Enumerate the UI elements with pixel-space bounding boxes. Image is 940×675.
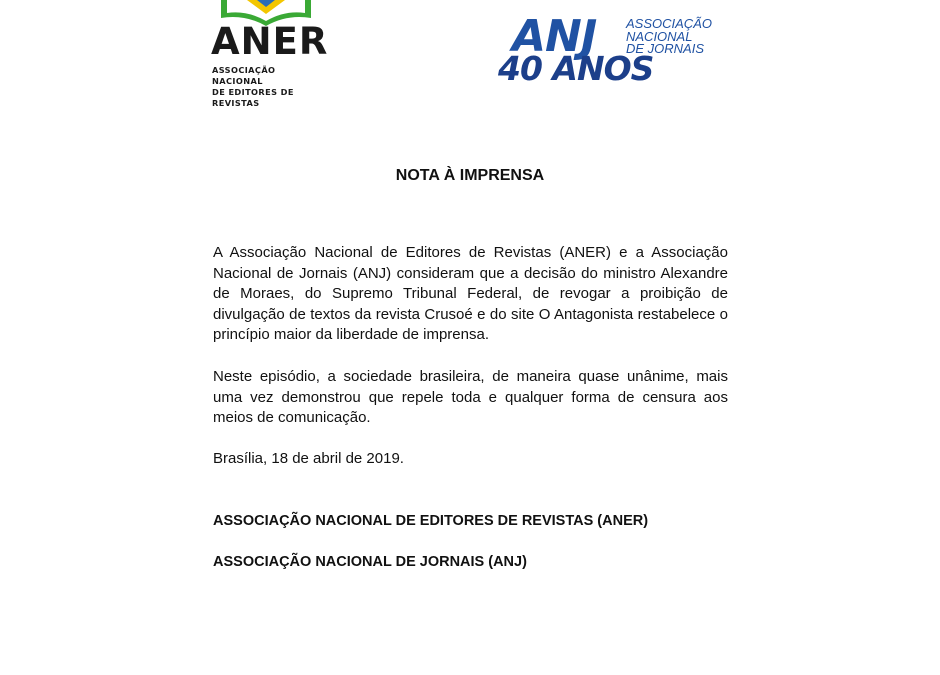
- document-title: NOTA À IMPRENSA: [395, 167, 545, 184]
- anj-subtitle-line1: ASSOCIAÇÃO: [626, 16, 712, 31]
- aner-subtitle: [212, 65, 322, 109]
- signature-aner: ASSOCIAÇÃO NACIONAL DE EDITORES DE REVISTAS (ANER): [213, 513, 649, 529]
- anj-wordmark: ANJ: [512, 11, 597, 62]
- anj-logo: [496, 11, 716, 92]
- anj-subtitle-line2: NACIONAL: [626, 28, 693, 44]
- anj-anniversary: 40 ANOS: [498, 49, 654, 88]
- anj-subtitle-line3: DE JORNAIS: [626, 41, 705, 56]
- signature-anj: ASSOCIAÇÃO NACIONAL DE JORNAIS (ANJ): [213, 554, 527, 570]
- paragraph-1: A Associação Nacional de Editores de Revistas (ANER) e a Associação Nacional de Jornais (ANJ) consideram que a decisão do ministro Alexandre de Moraes, do Supremo Tribunal Federal, de revogar a proibição de divulgação de textos da revista Crusoé e do site O Antagonista restabelece o princípio maior da liberdade de imprensa.: [213, 244, 728, 343]
- aner-subtitle-line2: DE EDITORES DE REVISTAS: [212, 87, 294, 108]
- aner-wordmark: ANER: [211, 20, 329, 63]
- date-line: Brasília, 18 de abril de 2019.: [213, 450, 404, 467]
- aner-logo: [211, 0, 329, 108]
- paragraph-2: Neste episódio, a sociedade brasileira, de maneira quase unânime, mais uma vez demonstrou que repele toda e qualquer forma de censura aos meios de comunicação.: [213, 368, 728, 426]
- aner-subtitle-line1: ASSOCIAÇÃO NACIONAL: [212, 65, 276, 86]
